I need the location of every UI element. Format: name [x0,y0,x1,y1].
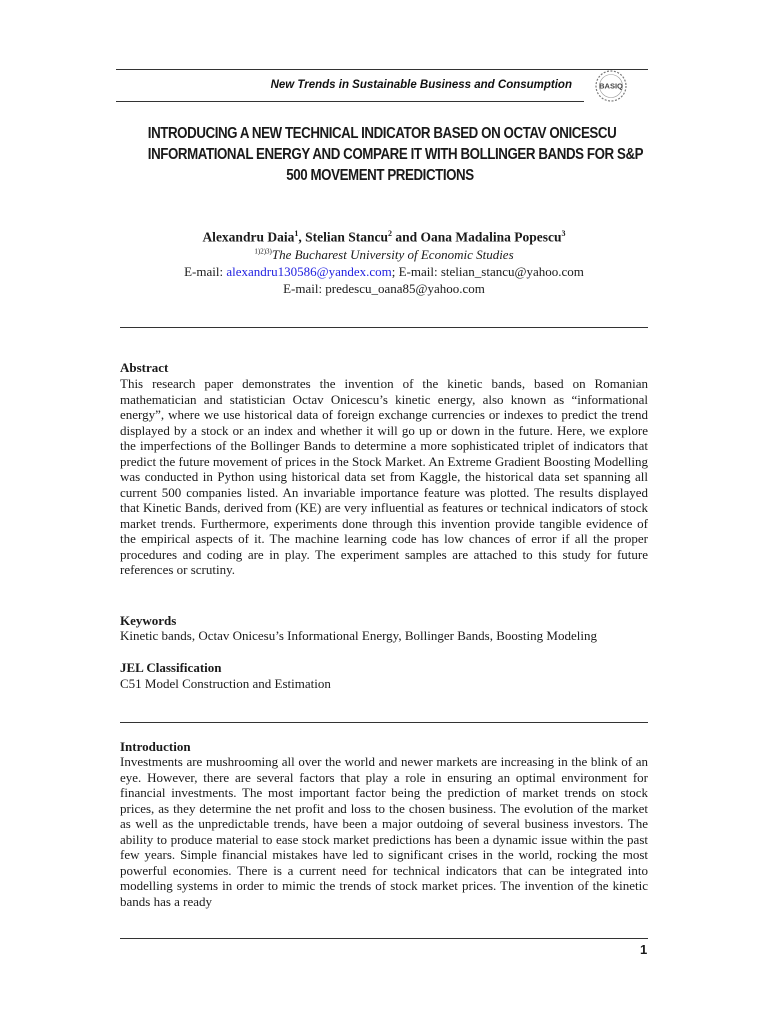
email-separator: ; E-mail: [391,264,441,279]
introduction-body: Investments are mushrooming all over the world and newer markets are increasing in the blink of an eye. However, there are several factors that play a role in ensuring an optimal environment for financial investments. The most important factor being the prediction of market trends on stock prices, as they determine the net profit and loss to the chosen business. The evolution of the market as well as the unpredictable trends, have been a major outdoing of several business investors. The ability to produce material to ease stock market predictions has been a dynamic issue within the past few years. Simple financial mistakes have led to significant crises in the world, rocking the most powerful economies. There is a current need for technical indicators that can be integrated into modelling systems in order to mimic the trends of stock market prices. The invention of the kinetic bands has a ready [120,754,648,909]
email-address: stelian_stancu@yahoo.com [440,264,584,279]
affiliation [120,247,648,263]
introduction-heading: Introduction [120,739,191,754]
jel-text: C51 Model Construction and Estimation [120,676,331,691]
affiliation-marks: 1)2)3) [254,247,272,256]
author-superscript: 1 [294,229,299,238]
title-line: 500 MOVEMENT PREDICTIONS [286,167,474,184]
author-name: Alexandru Daia [202,229,295,245]
email-link[interactable]: alexandru130586@yandex.com [226,264,392,279]
header-bottom-rule [116,101,584,102]
abstract-body: This research paper demonstrates the invention of the kinetic bands, based on Romanian mathematician and statistician Octav Onicescu’s kinetic energy, also known as “informational energy”, where we use historical data of foreign exchange currencies or indexes to predict the trend displayed by a stock or an index and whether it will go up or down in the future. Here, we explore the imperfections of the Bollinger Bands to determine a more sophisticated triplet of indicators that predict the future movement of prices in the Stock Market. An Extreme Gradient Boosting Modelling was conducted in Python using historical data set from Kaggle, the historical data set spanning all current 500 companies listed. An invariable importance feature was plotted. The results displayed that Kinetic Bands, derived from (KE) are very influential as features or technical indicators of stock market trends. Furthermore, experiments done through this invention provide tangible evidence of the empirical aspects of it. The machine learning code has low chances of error if all the proper procedures and coding are in play. The experiment samples are attached to this study for future references or scrutiny. [120,376,648,577]
keywords-heading: Keywords [120,613,177,628]
keywords-text: Kinetic bands, Octav Onicesu’s Informational Energy, Bollinger Bands, Boosting Modeling [120,628,597,643]
author-superscript: 3 [561,229,566,238]
author-separator: and [391,229,421,245]
email-label: E-mail: [184,264,227,279]
title-line: INFORMATIONAL ENERGY AND COMPARE IT WITH BOLLINGER BANDS FOR S&P [147,146,644,163]
author-list [120,229,648,246]
basiq-logo-icon [593,68,629,104]
email-line-2: E-mail: predescu_oana85@yahoo.com [283,281,485,296]
author-name: Stelian Stancu [305,229,388,245]
affiliation-text: The Bucharest University of Economic Studies [271,247,514,262]
logo-text: BASIQ [599,81,623,91]
author-name: Oana Madalina Popescu [420,229,562,245]
paper-title [147,123,644,186]
page-number: 1 [640,942,648,957]
jel-heading: JEL Classification [120,660,222,675]
email-line-1 [120,264,648,280]
journal-title: New Trends in Sustainable Business and Consumption [270,79,572,91]
header-top-rule [116,69,648,70]
section-divider [120,722,648,723]
author-separator: , [298,229,306,245]
footer-rule [120,938,648,939]
section-divider [120,327,648,328]
title-line: INTRODUCING A NEW TECHNICAL INDICATOR BASED ON OCTAV ONICESCU [147,125,617,142]
abstract-heading: Abstract [120,360,169,375]
author-superscript: 2 [387,229,392,238]
